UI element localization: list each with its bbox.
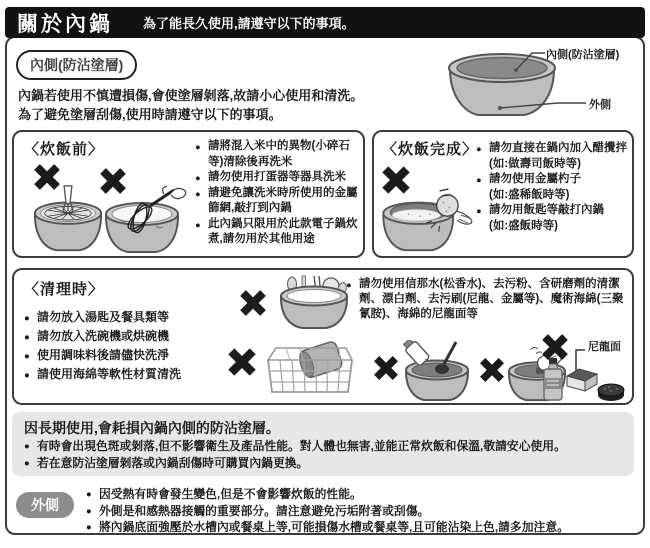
outer-side-pill: 外側 <box>16 492 74 518</box>
cleaning-chemicals-note <box>346 277 632 322</box>
list-item <box>476 203 628 234</box>
page-subtitle: 為了能長久使用,請遵守以下的事項。 <box>143 16 355 31</box>
wear-note-list <box>24 438 624 471</box>
pot-whisk-illustration <box>102 186 194 256</box>
pot-sieve-illustration <box>28 184 108 256</box>
prohibition-x-icon <box>226 346 258 378</box>
item-note: (如:做壽司飯時等) <box>489 157 581 170</box>
list-item <box>476 141 628 172</box>
diagram-inner-label: 內側(防沾塗層) <box>546 49 620 61</box>
list-item: ● 因受熱有時會發生變色,但是不會影響炊飯的性能。 <box>86 486 638 503</box>
cleaning-list <box>24 308 239 384</box>
diagram-outer-label: 外側 <box>589 99 611 111</box>
list-item: ● 外側是和感熱器接觸的重要部分。請注意避免污垢附著或刮傷。 <box>86 503 638 520</box>
header-bar <box>5 7 645 38</box>
list-item: ● 有時會出現色斑或剝落,但不影響衛生及產品性能。對人體也無害,並能正常炊飯和保溫,敬請安心使用。 <box>24 438 624 455</box>
cleanser-bottle-icon <box>542 358 564 402</box>
sponge-icon <box>564 366 600 393</box>
inner-side-text-line2: 為了避免塗層刮傷,使用時請遵守以下的事項。 <box>18 107 282 122</box>
pot-paddle-illustration <box>378 188 478 256</box>
before-cooking-heading: 〈炊飯前〉 <box>24 141 105 158</box>
pot-cleanser-brush-illustration <box>402 340 474 404</box>
before-cooking-box <box>12 130 365 258</box>
after-cooking-box <box>372 130 634 258</box>
list-item: ● 若在意防沾塗層剝落或內鍋刮傷時可購買內鍋更換。 <box>24 455 624 472</box>
list-item: ● 此內鍋只限用於此款電子鍋炊煮,請勿用於其他用途 <box>195 217 363 248</box>
cleaning-box <box>12 268 634 405</box>
list-item: ● 請勿使用信那水(松香水)、去污粉、含研磨劑的清潔劑、漂白劑、去污刷(尼龍、金屬等)、魔術海綿(三聚氰胺)、海綿的尼龍面等 <box>346 277 632 322</box>
inner-side-pill: 內側(防沾塗層) <box>16 50 137 80</box>
prohibition-x-icon <box>478 356 506 384</box>
inner-side-section-label <box>16 50 137 80</box>
list-item: ● 請使用海綿等軟性材質清洗 <box>24 365 239 384</box>
outer-side-section-label <box>16 492 74 518</box>
list-item: ● 將內鍋底面強壓於水槽內或餐桌上等,可能損傷水槽或餐桌等,且可能沾染上色,請多加注意。 <box>86 519 638 536</box>
wear-note-box <box>12 412 634 476</box>
list-item <box>476 172 628 203</box>
bowl-utensils-illustration <box>276 274 352 332</box>
page-title: 關於內鍋 <box>17 12 113 36</box>
basket-illustration <box>260 338 356 400</box>
cleaning-heading: 〈清理時〉 <box>24 281 105 298</box>
item-text: 請勿使用金屬杓子 <box>489 173 581 185</box>
item-note: (如:盛飯時等) <box>489 219 558 232</box>
wear-note-title: 因長期使用,會耗損內鍋內側的防沾塗層。 <box>24 420 280 436</box>
list-item: ● 請勿放入湯匙及餐具類等 <box>24 308 239 327</box>
list-item: ● 請避免讓洗米時所使用的金屬篩網,敲打到內鍋 <box>195 186 363 217</box>
list-item: ● 請勿放入洗碗機或烘碗機 <box>24 327 239 346</box>
outer-side-list <box>86 486 638 536</box>
list-item: ● 使用調味料後請儘快洗淨 <box>24 346 239 365</box>
list-item: ● 請勿使用打蛋器等器具洗米 <box>195 170 363 186</box>
item-text: 請勿用飯匙等敲打內鍋 <box>489 204 604 216</box>
after-cooking-heading: 〈炊飯完成〉 <box>382 141 479 158</box>
before-cooking-list <box>195 139 363 248</box>
prohibition-x-icon <box>238 288 268 318</box>
prohibition-x-icon <box>372 354 400 382</box>
inner-side-text-line1: 內鍋若使用不慎遭損傷,會使塗層剝落,故請小心使用和清洗。 <box>18 88 364 103</box>
item-note: (如:盛稀飯時等) <box>489 188 570 201</box>
item-text: 請勿直接在鍋內加入醋攪拌 <box>489 142 627 154</box>
scrub-pad-icon <box>596 382 626 403</box>
after-cooking-list <box>476 141 628 234</box>
nylon-face-label: 尼龍面 <box>588 341 621 353</box>
list-item: ● 請將混入米中的異物(小碎石等)清除後再洗米 <box>195 139 363 170</box>
